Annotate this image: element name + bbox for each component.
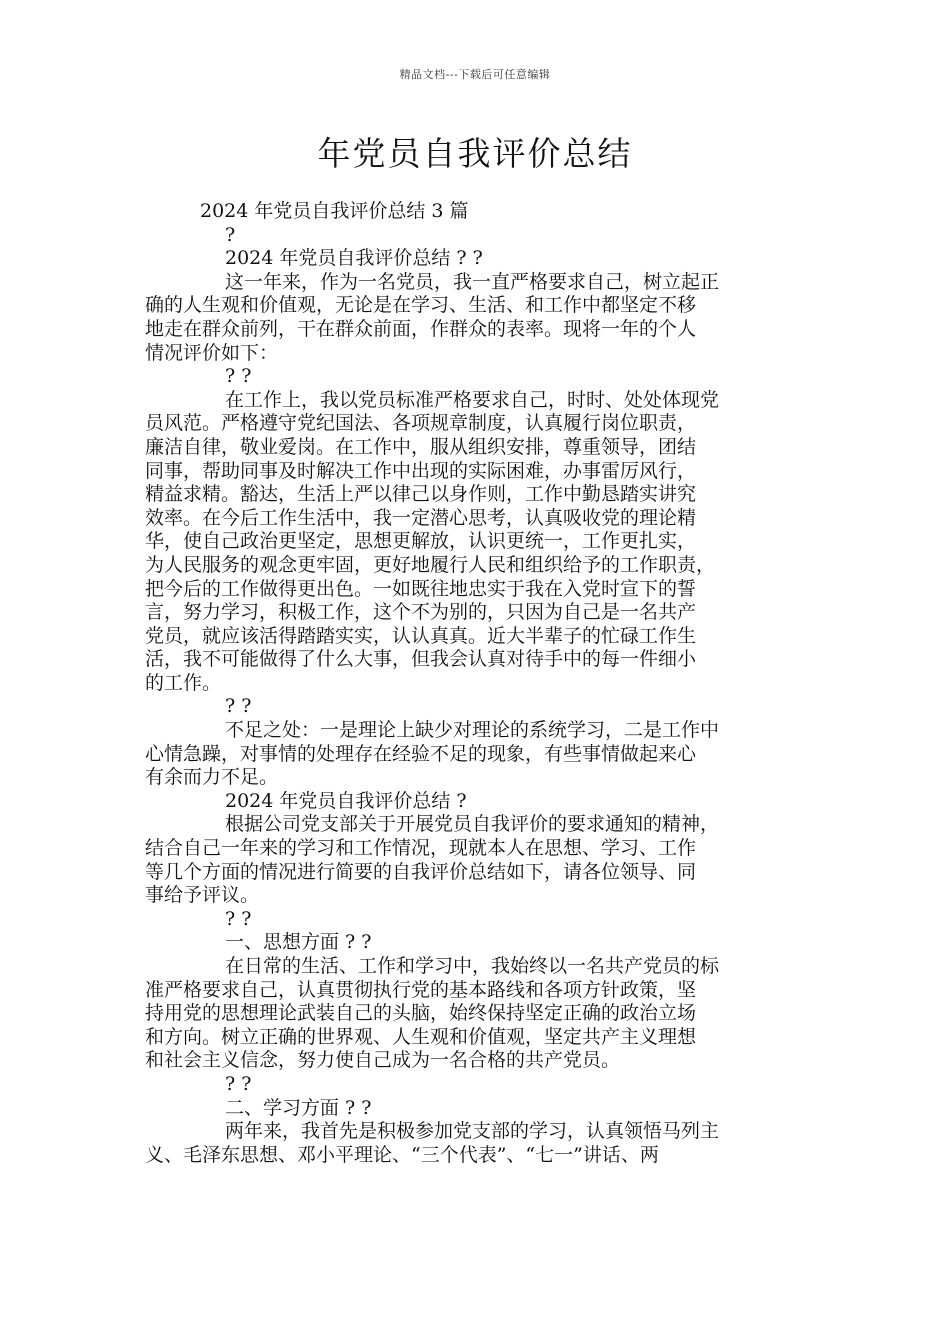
text-line: 事给予评议。 <box>145 884 260 907</box>
text-line: ? ? <box>225 1072 252 1095</box>
text-line: 等几个方面的情况进行简要的自我评价总结如下，请各位领导、同 <box>145 860 697 883</box>
text-line: 和社会主义信念，努力使自己成为一名合格的共产党员。 <box>145 1049 621 1072</box>
text-line: 和方向。树立正确的世界观、人生观和价值观，坚定共产主义理想 <box>145 1025 697 1048</box>
header-note: 精品文档---下载后可任意编辑 <box>399 68 551 81</box>
text-line: 确的人生观和价值观，无论是在学习、生活、和工作中都坚定不移 <box>145 294 697 317</box>
text-line: ? ? <box>225 907 252 930</box>
text-line: 准严格要求自己，认真贯彻执行党的基本路线和各项方针政策，坚 <box>145 978 697 1001</box>
text-line: 二、学习方面 ? ? <box>225 1096 372 1119</box>
text-line: 效率。在今后工作生活中，我一定潜心思考，认真吸收党的理论精 <box>145 506 697 529</box>
text-line: 不足之处：一是理论上缺少对理论的系统学习，二是工作中 <box>225 719 720 742</box>
text-line: 义、毛泽东思想、邓小平理论、“三个代表”、“七一”讲话、两 <box>145 1143 659 1166</box>
text-line: ? ? <box>225 695 252 718</box>
text-line: ? ? <box>225 365 252 388</box>
text-line: 精益求精。豁达，生活上严以律己以身作则，工作中勤恳踏实讲究 <box>145 483 697 506</box>
text-line: 廉洁自律，敬业爱岗。在工作中，服从组织安排，尊重领导，团结 <box>145 435 697 458</box>
text-line: 一、思想方面 ? ? <box>225 931 372 954</box>
text-line: 两年来，我首先是积极参加党支部的学习，认真领悟马列主 <box>225 1120 720 1143</box>
text-line: 2024 年党员自我评价总结 ? ? <box>225 247 483 270</box>
text-line: 华，使自己政治更坚定，思想更解放，认识更统一，工作更扎实， <box>145 530 697 553</box>
text-line: 活，我不可能做得了什么大事，但我会认真对待手中的每一件细小 <box>145 648 697 671</box>
text-line: 这一年来，作为一名党员，我一直严格要求自己，树立起正 <box>225 270 720 293</box>
document-body <box>145 200 810 1167</box>
text-line: 心情急躁，对事情的处理存在经验不足的现象，有些事情做起来心 <box>145 742 697 765</box>
text-line: 情况评价如下： <box>145 341 279 364</box>
text-line: 把今后的工作做得更出色。一如既往地忠实于我在入党时宣下的誓 <box>145 577 697 600</box>
text-line: 2024 年党员自我评价总结 3 篇 <box>200 200 469 222</box>
document-title: 年党员自我评价总结 <box>317 134 633 173</box>
text-line: 2024 年党员自我评价总结 ? <box>225 789 467 812</box>
text-line: 同事，帮助同事及时解决工作中出现的实际困难，办事雷厉风行， <box>145 459 697 482</box>
text-line: 根据公司党支部关于开展党员自我评价的要求通知的精神， <box>225 813 720 836</box>
text-line: 地走在群众前列，干在群众前面，作群众的表率。现将一年的个人 <box>145 317 697 340</box>
text-line: ? <box>225 223 236 246</box>
text-line: 言，努力学习，积极工作，这个不为别的，只因为自己是一名共产 <box>145 601 697 624</box>
text-line: 有余而力不足。 <box>145 766 279 789</box>
text-line: 员风范。严格遵守党纪国法、各项规章制度，认真履行岗位职责， <box>145 412 697 435</box>
text-line: 持用党的思想理论武装自己的头脑，始终保持坚定正确的政治立场 <box>145 1002 697 1025</box>
text-line: 结合自己一年来的学习和工作情况，现就本人在思想、学习、工作 <box>145 837 697 860</box>
text-line: 党员，就应该活得踏踏实实，认认真真。近大半辈子的忙碌工作生 <box>145 624 697 647</box>
text-line: 的工作。 <box>145 671 222 694</box>
text-line: 在工作上，我以党员标准严格要求自己，时时、处处体现党 <box>225 388 720 411</box>
text-line: 为人民服务的观念更牢固，更好地履行人民和组织给予的工作职责， <box>145 553 716 576</box>
text-line: 在日常的生活、工作和学习中，我始终以一名共产党员的标 <box>225 955 720 977</box>
